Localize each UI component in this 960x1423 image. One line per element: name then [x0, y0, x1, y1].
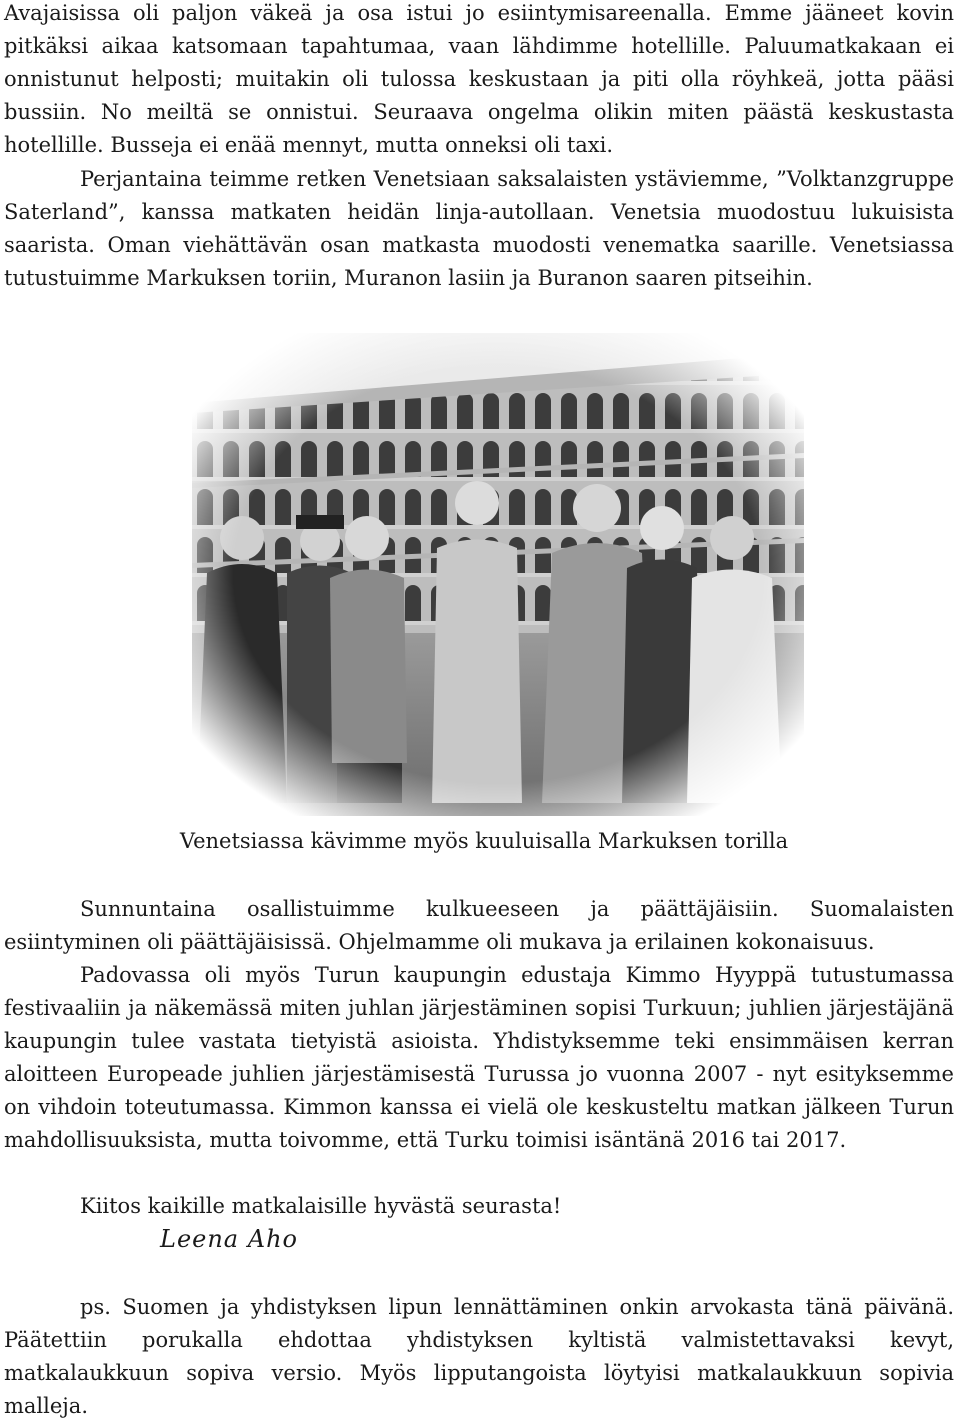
photo-vignette — [192, 333, 804, 816]
paragraph-turku-representative: Padovassa oli myös Turun kaupungin edustaja Kimmo Hyyppä tutustumassa festivaaliin ja näkemässä miten juhlan järjestäminen sopisi Turkuun; juhlien järjestäjänä kaupungin tulee vastata tietyistä asioista. Yhdistyksemme teki ensimmäisen kerran aloitteen Europeade juhlien järjestämisestä Turussa jo vuonna 2007 - nyt esityksemme on vihdoin toteutumassa. Kimmon kanssa ei vielä ole keskusteltu matkan jälkeen Turun mahdollisuuksista, mutta toivomme, että Turku toimisi isäntänä 2016 tai 2017. — [4, 963, 954, 1152]
group-photo — [192, 333, 804, 816]
photo-caption: Venetsiassa kävimme myös kuuluisalla Markuksen torilla — [179, 829, 789, 853]
group-photo-image — [192, 333, 804, 816]
closing-thanks: Kiitos kaikille matkalaisille hyvästä seurasta! — [80, 1194, 562, 1218]
paragraph-opening-ceremony: Avajaisissa oli paljon väkeä ja osa istui jo esiintymisareenalla. Emme jääneet kovin pitkäksi aikaa katsomaan tapahtumaa, vaan lähdimme hotellille. Paluumatkakaan ei onnistunut helposti; muitakin oli tulossa keskustaan ja piti olla röyhkeä, jotta pääsi bussiin. No meiltä se onnistui. Seuraava ongelma olikin miten päästä keskustasta hotellille. Busseja ei enää mennyt, mutta onneksi oli taxi. — [4, 1, 954, 157]
postscript: ps. Suomen ja yhdistyksen lipun lennättäminen onkin arvokasta tänä päivänä. Päätettiin porukalla ehdottaa yhdistyksen kyltistä valmistettavaksi kevyt, matkalaukkuun sopiva versio. Myös lipputangoista löytyisi matkalaukkuun sopivia malleja. — [4, 1295, 954, 1418]
signature: Leena Aho — [160, 1225, 298, 1253]
paragraph-venice-trip: Perjantaina teimme retken Venetsiaan saksalaisten ystäviemme, ”Volktanzgruppe Saterland”, kanssa matkaten heidän linja-autollaan. Venetsia muodostuu lukuisista saarista. Oman viehättävän osan matkasta muodosti venematka saarille. Venetsiassa tutustuimme Markuksen toriin, Muranon lasiin ja Buranon saaren pitseihin. — [4, 167, 954, 290]
paragraph-sunday-procession: Sunnuntaina osallistuimme kulkueeseen ja päättäjäisiin. Suomalaisten esiintyminen oli päättäjäisissä. Ohjelmamme oli mukava ja erilainen kokonaisuus. — [4, 897, 954, 954]
